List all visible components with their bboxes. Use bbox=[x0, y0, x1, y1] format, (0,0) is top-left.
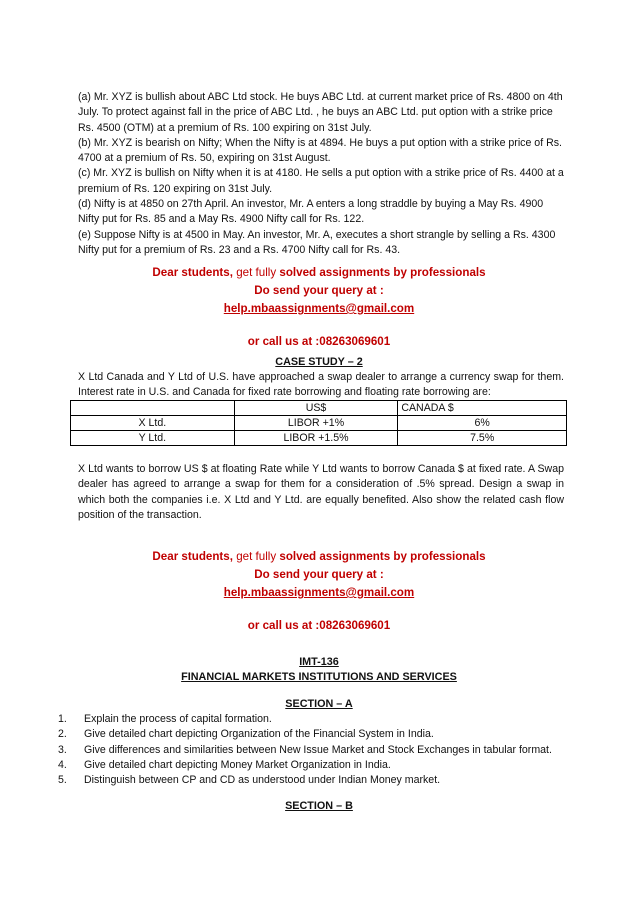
case-study-question: X Ltd wants to borrow US $ at floating Rate while Y Ltd wants to borrow Canada $ at fixed rate. A Swap dealer has agreed to arrange a swap for them for a consideration of .5% spread. Design a swap in which both the companies i.e. X Ltd and Y Ltd. are equally benefited. Also show the related cash flow position of the transaction. bbox=[78, 463, 564, 521]
option-question-e: (e) Suppose Nifty is at 4500 in May. An investor, Mr. A, executes a short strangle by selling a Rs. 4300 Nifty put for a premium of Rs. 23 and a Rs. 4700 Nifty call for Rs. 43. bbox=[78, 228, 556, 256]
table-header-row bbox=[71, 401, 567, 416]
option-question-c: (c) Mr. XYZ is bullish on Nifty when it is at 4180. He sells a put option with a strike price of Rs. 4400 at a premium of Rs. 120 expiring on 31st July. bbox=[78, 167, 564, 195]
table-row bbox=[71, 431, 567, 446]
option-question-a: (a) Mr. XYZ is bullish about ABC Ltd stock. He buys ABC Ltd. at current market price of Rs. 4800 on 4th July. To protect against fall in the price of ABC Ltd. , he buys an ABC Ltd. put option with a strike price Rs. 4500 (OTM) at a premium of Rs. 100 expiring on 31st July. bbox=[78, 91, 563, 134]
course-code: IMT-136 bbox=[299, 656, 339, 668]
promo-email-link[interactable]: help.mbaassignments@gmail.com bbox=[223, 586, 415, 599]
table-cell: LIBOR +1% bbox=[234, 416, 398, 431]
table-cell: X Ltd. bbox=[71, 416, 235, 431]
table-cell: LIBOR +1.5% bbox=[234, 431, 398, 446]
case-study-intro: X Ltd Canada and Y Ltd of U.S. have approached a swap dealer to arrange a currency swap for them. Interest rate in U.S. and Canada for fixed rate borrowing and floating rate borrowing are: bbox=[78, 371, 564, 399]
list-item: 4. Give detailed chart depicting Money Market Organization in India. bbox=[58, 758, 391, 771]
option-questions bbox=[78, 90, 564, 258]
list-item: 3. Give differences and similarities between New Issue Market and Stock Exchanges in tabular format. bbox=[58, 743, 552, 756]
interest-rate-table bbox=[70, 400, 567, 446]
case-study-title: CASE STUDY – 2 bbox=[275, 356, 363, 368]
section-b-title: SECTION – B bbox=[285, 800, 353, 812]
table-header-cell bbox=[71, 401, 235, 416]
list-item: 2. Give detailed chart depicting Organization of the Financial System in India. bbox=[58, 728, 434, 741]
option-question-b: (b) Mr. XYZ is bearish on Nifty; When the Nifty is at 4894. He buys a put option with a strike price of Rs. 4700 at a premium of Rs. 50, expiring on 31st August. bbox=[78, 136, 562, 165]
option-question-d: (d) Nifty is at 4850 on 27th April. An investor, Mr. A enters a long straddle by buying a May Rs. 4900 Nifty put for Rs. 85 and a May Rs. 4900 Nifty call for Rs. 122. bbox=[78, 198, 544, 226]
course-name: FINANCIAL MARKETS INSTITUTIONS AND SERVICES bbox=[181, 671, 457, 683]
table-cell: 7.5% bbox=[398, 431, 567, 446]
table-header-cell: CANADA $ bbox=[398, 401, 567, 416]
promo-block-2 bbox=[0, 548, 638, 635]
promo-line: Dear students, get fully solved assignments by professionals bbox=[152, 550, 486, 563]
promo-phone: or call us at :08263069601 bbox=[247, 335, 391, 348]
list-item: 5. Distinguish between CP and CD as understood under Indian Money market. bbox=[58, 774, 441, 787]
list-item: 1. Explain the process of capital formation. bbox=[58, 713, 272, 725]
table-cell: Y Ltd. bbox=[71, 431, 235, 446]
promo-phone: or call us at :08263069601 bbox=[247, 619, 391, 632]
promo-send-line: Do send your query at : bbox=[254, 284, 384, 297]
table-row bbox=[71, 416, 567, 431]
promo-line: Dear students, get fully solved assignments by professionals bbox=[152, 266, 486, 279]
section-a-questions bbox=[58, 712, 578, 788]
table-cell: 6% bbox=[398, 416, 567, 431]
promo-block-1 bbox=[0, 264, 638, 351]
table-header-cell: US$ bbox=[234, 401, 398, 416]
section-a-title: SECTION – A bbox=[285, 698, 353, 710]
promo-send-line: Do send your query at : bbox=[254, 568, 384, 581]
promo-email-link[interactable]: help.mbaassignments@gmail.com bbox=[223, 302, 415, 315]
